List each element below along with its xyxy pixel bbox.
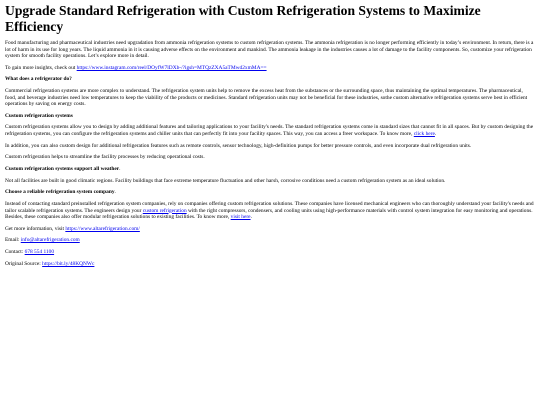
source-paragraph xyxy=(5,261,535,268)
click-here-link[interactable]: click here xyxy=(413,130,435,137)
choose-end: . xyxy=(250,214,252,221)
custom-body: Custom refrigeration systems allow you to design by adding additional features and tailoring applications to your facility's needs. The standard refrigeration systems come in standard sizes that cannot fit in all spaces. But by custom designing the refrigeration systems, you can configure the refrigeration systems and chiller units that can perfectly fit into your facility spaces. This way, you can access a freer workspace. To know more, xyxy=(5,124,534,137)
custom-end: . xyxy=(434,130,437,137)
insights-paragraph xyxy=(5,65,535,72)
visit-paragraph xyxy=(5,226,535,233)
choose-paragraph xyxy=(5,201,535,221)
weather-heading: Custom refrigeration systems support all weather xyxy=(5,166,120,172)
instagram-link[interactable]: https://www.instagram.com/reel/DOyfW7lDXb-/?igsh=MTQzZXA5aTMwd2xmMA== xyxy=(76,64,267,71)
section-heading-custom: Custom refrigeration systems xyxy=(5,112,73,119)
phone-link[interactable]: 678 554 1100 xyxy=(24,249,55,256)
visit-prefix: Get more information, visit xyxy=(5,225,66,232)
contact-paragraph xyxy=(5,249,535,256)
email-paragraph xyxy=(5,237,535,244)
page-title: Upgrade Standard Refrigeration with Custom Refrigeration Systems to Maximize Efficiency xyxy=(5,3,481,34)
custom-refrigeration-link[interactable]: custom refrigeration xyxy=(142,207,187,214)
choose-body-2: with the right compressors, condensers, and cooling units using high-performance materials with control system integration for easy monitoring and operations. Besides, these companies also offer modular refrigeration solutions to existing facilities. To know more, xyxy=(5,207,533,221)
visit-here-link[interactable]: visit here xyxy=(230,214,251,221)
source-prefix: Original Source: xyxy=(5,260,43,267)
section-heading-choose xyxy=(5,189,535,196)
contact-prefix: Contact: xyxy=(5,249,25,256)
addition-paragraph: In addition, you can also custom design for additional refrigeration features such as remote controls, sensor technology, high-definition pumps for better pressure controls, and even incorporate dual refrigeration units. xyxy=(5,142,472,149)
email-link[interactable]: info@altarefrigeration.com xyxy=(20,237,80,244)
section-heading-weather xyxy=(5,166,535,173)
section-heading-refrigerator: What does a refrigerator do? xyxy=(5,76,72,83)
intro-paragraph: Food manufacturing and pharmaceutical industries need upgradation from ammonia refrigeration systems to custom refrigeration systems. The ammonia refrigeration is no longer performing efficiently in today’s environment. In return, there is a lot of harm in its use for long years. The liquid ammonia in it is causing adverse effects on the environment and mankind. The ammonia leakage in the industries causes a lot of damage to the facility components. So, customize your refrigeration system for smooth facility operations. Let’s explore more in detail. xyxy=(5,40,534,59)
refrigerator-paragraph: Commercial refrigeration systems are more complex to understand. The refrigeration system units help to remove the excess heat from the substances or the surrounding space, thus maintaining the optimal temperatures. The pharmaceutical, food, and beverage industries need low temperatures to keep the viability of the products or medicines. Standard refrigeration units may not be beneficial for these industries, sothe custom alternative refrigeration systems serve best in efficient operations by saving on energy costs. xyxy=(5,88,528,108)
weather-paragraph: Not all facilities are built in good climatic regions. Facility buildings that face extreme temperature fluctuation and other harsh, corrosive conditions need a custom refrigeration system as an ideal solution. xyxy=(5,177,446,184)
insights-prefix: To gain more insights, check out xyxy=(5,64,77,71)
website-link[interactable]: https://www.altarefrigeration.com/ xyxy=(65,225,140,232)
weather-heading-end: . xyxy=(119,166,121,172)
source-link[interactable]: https://bit.ly/48KQNWc xyxy=(42,260,95,267)
custom-paragraph xyxy=(5,124,535,137)
choose-heading: Choose a reliable refrigeration system company xyxy=(5,189,115,196)
choose-body-1: Instead of contacting standard preinstalled refrigeration system companies, rely on companies offering custom refrigeration solutions. These companies have licensed mechanical engineers who can thoroughly understand your facility's needs and tailor scalable refrigeration systems. The engineers design your xyxy=(5,201,534,214)
email-prefix: Email: xyxy=(5,237,21,244)
choose-heading-end: . xyxy=(114,189,116,196)
streamline-paragraph: Custom refrigeration helps to streamline the facility processes by reducing operational costs. xyxy=(5,154,205,161)
